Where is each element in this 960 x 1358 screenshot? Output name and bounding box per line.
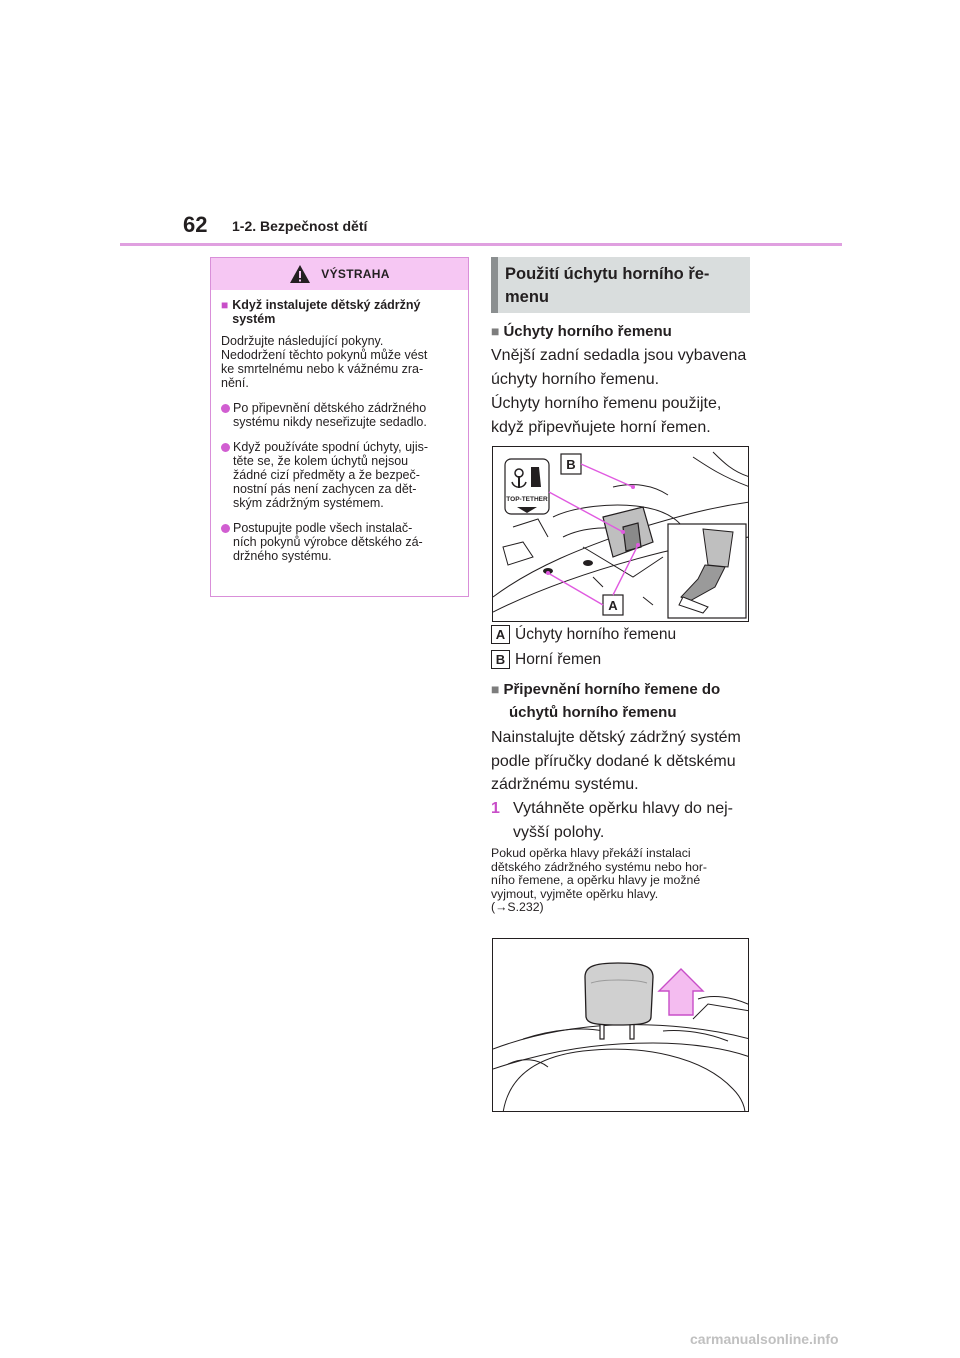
step-1 [491,797,733,845]
callout-a: A [608,598,618,613]
step-number: 1 [491,800,500,817]
bullet-line: Když používáte spodní úchyty, ujis- [233,440,429,454]
section2-heading-line: Připevnění horního řemene do [503,681,721,698]
topic-title [505,263,709,309]
legend-text: Horní řemen [515,650,602,668]
warning-heading [221,298,458,326]
note-line: dětského zádržného systému nebo hor- [491,859,708,874]
section1-heading [491,320,672,343]
step-line: vyšší polohy. [513,824,605,841]
square-bullet-icon: ■ [221,298,229,312]
topic-bar [491,257,498,313]
topic-box [491,257,750,313]
bullet-line: držného systému. [233,549,332,563]
callout-b: B [566,457,576,472]
warning-bullet [221,440,458,510]
bullet-line: žádné cizí předměty a že bezpeč- [233,468,420,482]
bullet-line: systému nikdy neseřizujte sedadlo. [233,415,427,429]
bullet-line: nostní pás není zachycen za dět- [233,482,417,496]
bullet-line: ským zádržným systémem. [233,496,384,510]
section1-heading-text: Úchyty horního řemenu [503,323,672,340]
circle-bullet-icon [221,443,230,452]
bullet-line: Postupujte podle všech instalač- [233,521,413,535]
headrest-note [491,847,756,915]
bullet-line: těte se, že kolem úchytů nejsou [233,454,409,468]
topic-title-line: Použití úchytu horního ře- [505,265,710,283]
warning-triangle-icon [289,264,311,284]
warning-box [210,257,469,597]
tether-anchor-illustration [493,447,749,622]
warning-intro-line: nění. [221,376,249,390]
circle-bullet-icon [221,524,230,533]
section2-para [491,726,761,797]
square-bullet-icon: ■ [491,323,500,339]
section-title: 1-2. Bezpečnost dětí [232,218,368,234]
para-line: podle příručky dodané k dětskému [491,752,736,770]
warning-intro-line: Nedodržení těchto pokynů může vést [221,348,428,362]
figure-headrest [492,938,749,1112]
warning-label: VÝSTRAHA [321,267,390,281]
warning-intro [221,334,458,390]
note-line: ního řemene, a opěrku hlavy je možné [491,873,701,887]
legend-item-a [491,625,676,644]
note-line: Pokud opěrka hlavy překáží instalaci [491,846,691,860]
para-line: Vnější zadní sedadla jsou vybavena [491,347,747,364]
figure-tether-anchors [492,446,749,622]
para-line: úchyty horního řemenu. [491,370,660,388]
bullet-line: Po připevnění dětského zádržného [233,401,427,415]
warning-body [211,290,468,563]
section1-para1 [491,344,761,391]
note-line: vyjmout, vyjměte opěrku hlavy. [491,886,659,901]
note-line: (→S.232) [491,900,544,914]
legend-key: B [491,650,510,669]
square-bullet-icon: ■ [491,681,500,697]
bullet-line: ních pokynů výrobce dětského zá- [233,535,423,549]
para-line: zádržnému systému. [491,776,639,793]
warning-heading-line: Když instalujete dětský zádržný [232,298,421,312]
circle-bullet-icon [221,404,230,413]
warning-heading-line: systém [232,312,276,326]
warning-bullet [221,521,458,563]
para-line: Úchyty horního řemenu použijte, [491,395,722,412]
section1-para2 [491,392,761,439]
watermark: carmanualsonline.info [690,1331,839,1347]
para-line: když připevňujete horní řemen. [491,418,711,436]
section2-heading [491,678,720,724]
page-number: 62 [183,212,208,237]
legend-key: A [491,625,510,644]
warning-bullet [221,401,458,429]
legend-text: Úchyty horního řemenu [515,625,677,643]
legend-item-b [491,650,601,669]
header-divider [120,243,842,246]
warning-intro-line: ke smrtelnému nebo k vážnému zra- [221,362,424,376]
topic-title-line: menu [505,288,550,306]
warning-intro-line: Dodržujte následující pokyny. [221,334,384,348]
headrest-illustration [493,939,749,1112]
section2-heading-line: úchytů horního řemenu [509,704,677,721]
arrow-up-icon [659,969,703,1015]
top-tether-label: TOP-TETHER [506,496,548,503]
step-line: Vytáhněte opěrku hlavy do nej- [513,800,733,817]
warning-header [211,258,468,290]
para-line: Nainstalujte dětský zádržný systém [491,729,741,746]
